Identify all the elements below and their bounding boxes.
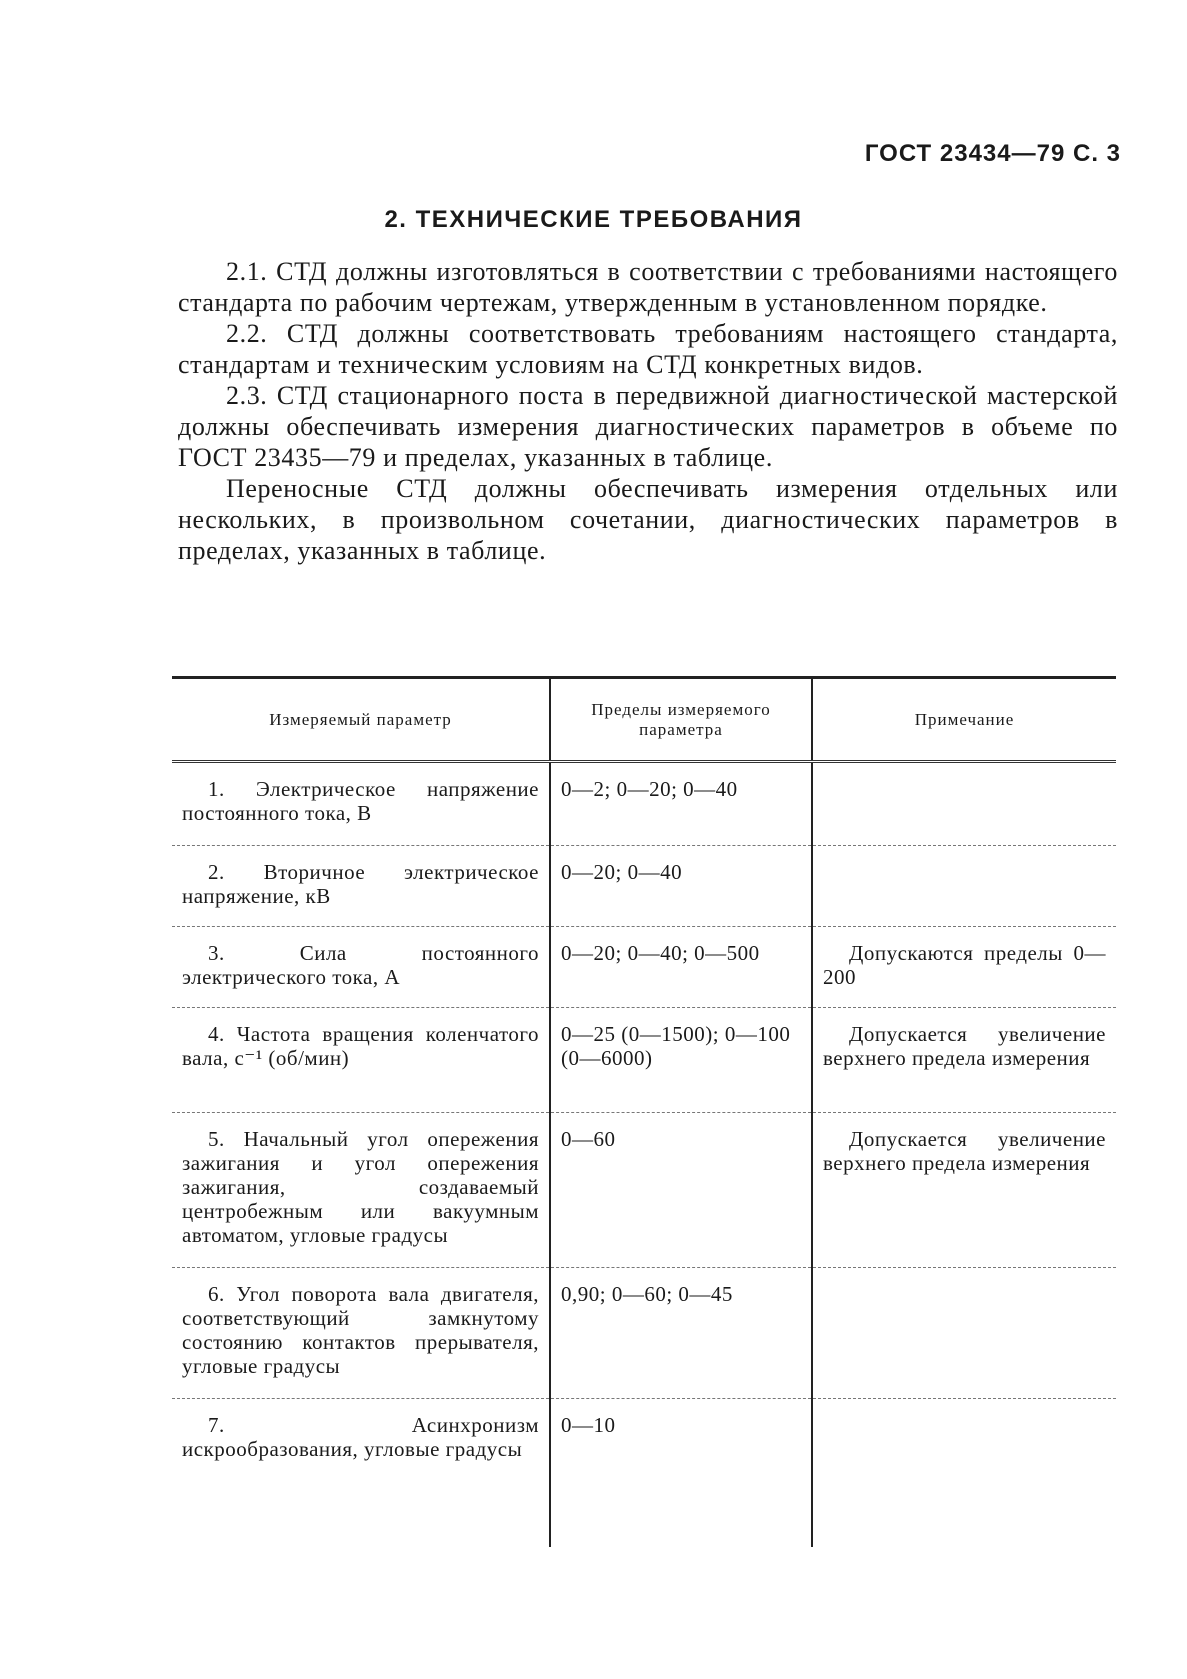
paragraph-2-1: 2.1. СТД должны изготовляться в соответствии с требованиями настоящего стандарта по рабочим чертежам, утвержденным в установленном порядке. [178,257,1118,317]
paragraph-2-2: 2.2. СТД должны соответствовать требованиям настоящего стандарта, стандартам и техническим условиям на СТД конкретных видов. [178,319,1118,379]
table-row [172,762,1116,846]
cell-note: Допускаются пределы 0—200 [812,927,1116,1008]
cell-param: 2. Вторичное электрическое напряжение, кВ [172,846,550,927]
paragraph-portable: Переносные СТД должны обеспечивать измерения отдельных или нескольких, в произвольном сочетании, диагностических параметров в пределах, указанных в таблице. [178,474,1118,565]
cell-range: 0,90; 0—60; 0—45 [550,1268,812,1399]
cell-range: 0—60 [550,1113,812,1268]
cell-range: 0—25 (0—1500); 0—100 (0—6000) [550,1008,812,1113]
cell-range: 0—2; 0—20; 0—40 [550,762,812,846]
cell-range: 0—20; 0—40; 0—500 [550,927,812,1008]
table-row [172,1008,1116,1113]
paragraph-2-3: 2.3. СТД стационарного поста в передвижной диагностической мастерской должны обеспечивать измерения диагностических параметров в объеме по ГОСТ 23435—79 и пределах, указанных в таблице. [178,381,1118,472]
cell-param: 4. Частота вращения коленчатого вала, с⁻¹ (об/мин) [172,1008,550,1113]
cell-range: 0—20; 0—40 [550,846,812,927]
cell-param: 1. Электрическое напряжение постоянного тока, В [172,762,550,846]
header-note: Примечание [812,678,1116,762]
parameters-table [172,676,1116,1547]
cell-param: 3. Сила постоянного электрического тока, А [172,927,550,1008]
cell-param: 7. Асинхронизм искрообразования, угловые градусы [182,1413,539,1461]
table-row [172,1268,1116,1399]
cell-note [812,762,1116,846]
cell-note: Допускается увеличение верхнего предела измерения [812,1008,1116,1113]
body-text [178,256,1118,566]
table-row [172,1113,1116,1268]
header-param: Измеряемый параметр [172,678,550,762]
document-header: ГОСТ 23434—79 С. 3 [864,140,1121,167]
cell-param: 6. Угол поворота вала двигателя, соответствующий замкнутому состоянию контактов прерывателя, угловые градусы [172,1268,550,1399]
table-row [172,927,1116,1008]
cell-note [812,1399,1116,1548]
table-row [172,846,1116,927]
header-range: Пределы измеряемого параметра [550,678,812,762]
cell-note: Допускается увеличение верхнего предела измерения [812,1113,1116,1268]
table-header-row [172,678,1116,762]
cell-note [812,1268,1116,1399]
cell-note [812,846,1116,927]
section-title: 2. ТЕХНИЧЕСКИЕ ТРЕБОВАНИЯ [384,206,803,233]
table-row [172,1399,1116,1548]
cell-param: 5. Начальный угол опережения зажигания и угол опережения зажигания, создаваемый центробежным или вакуумным автоматом, угловые градусы [172,1113,550,1268]
cell-range: 0—10 [550,1399,812,1548]
